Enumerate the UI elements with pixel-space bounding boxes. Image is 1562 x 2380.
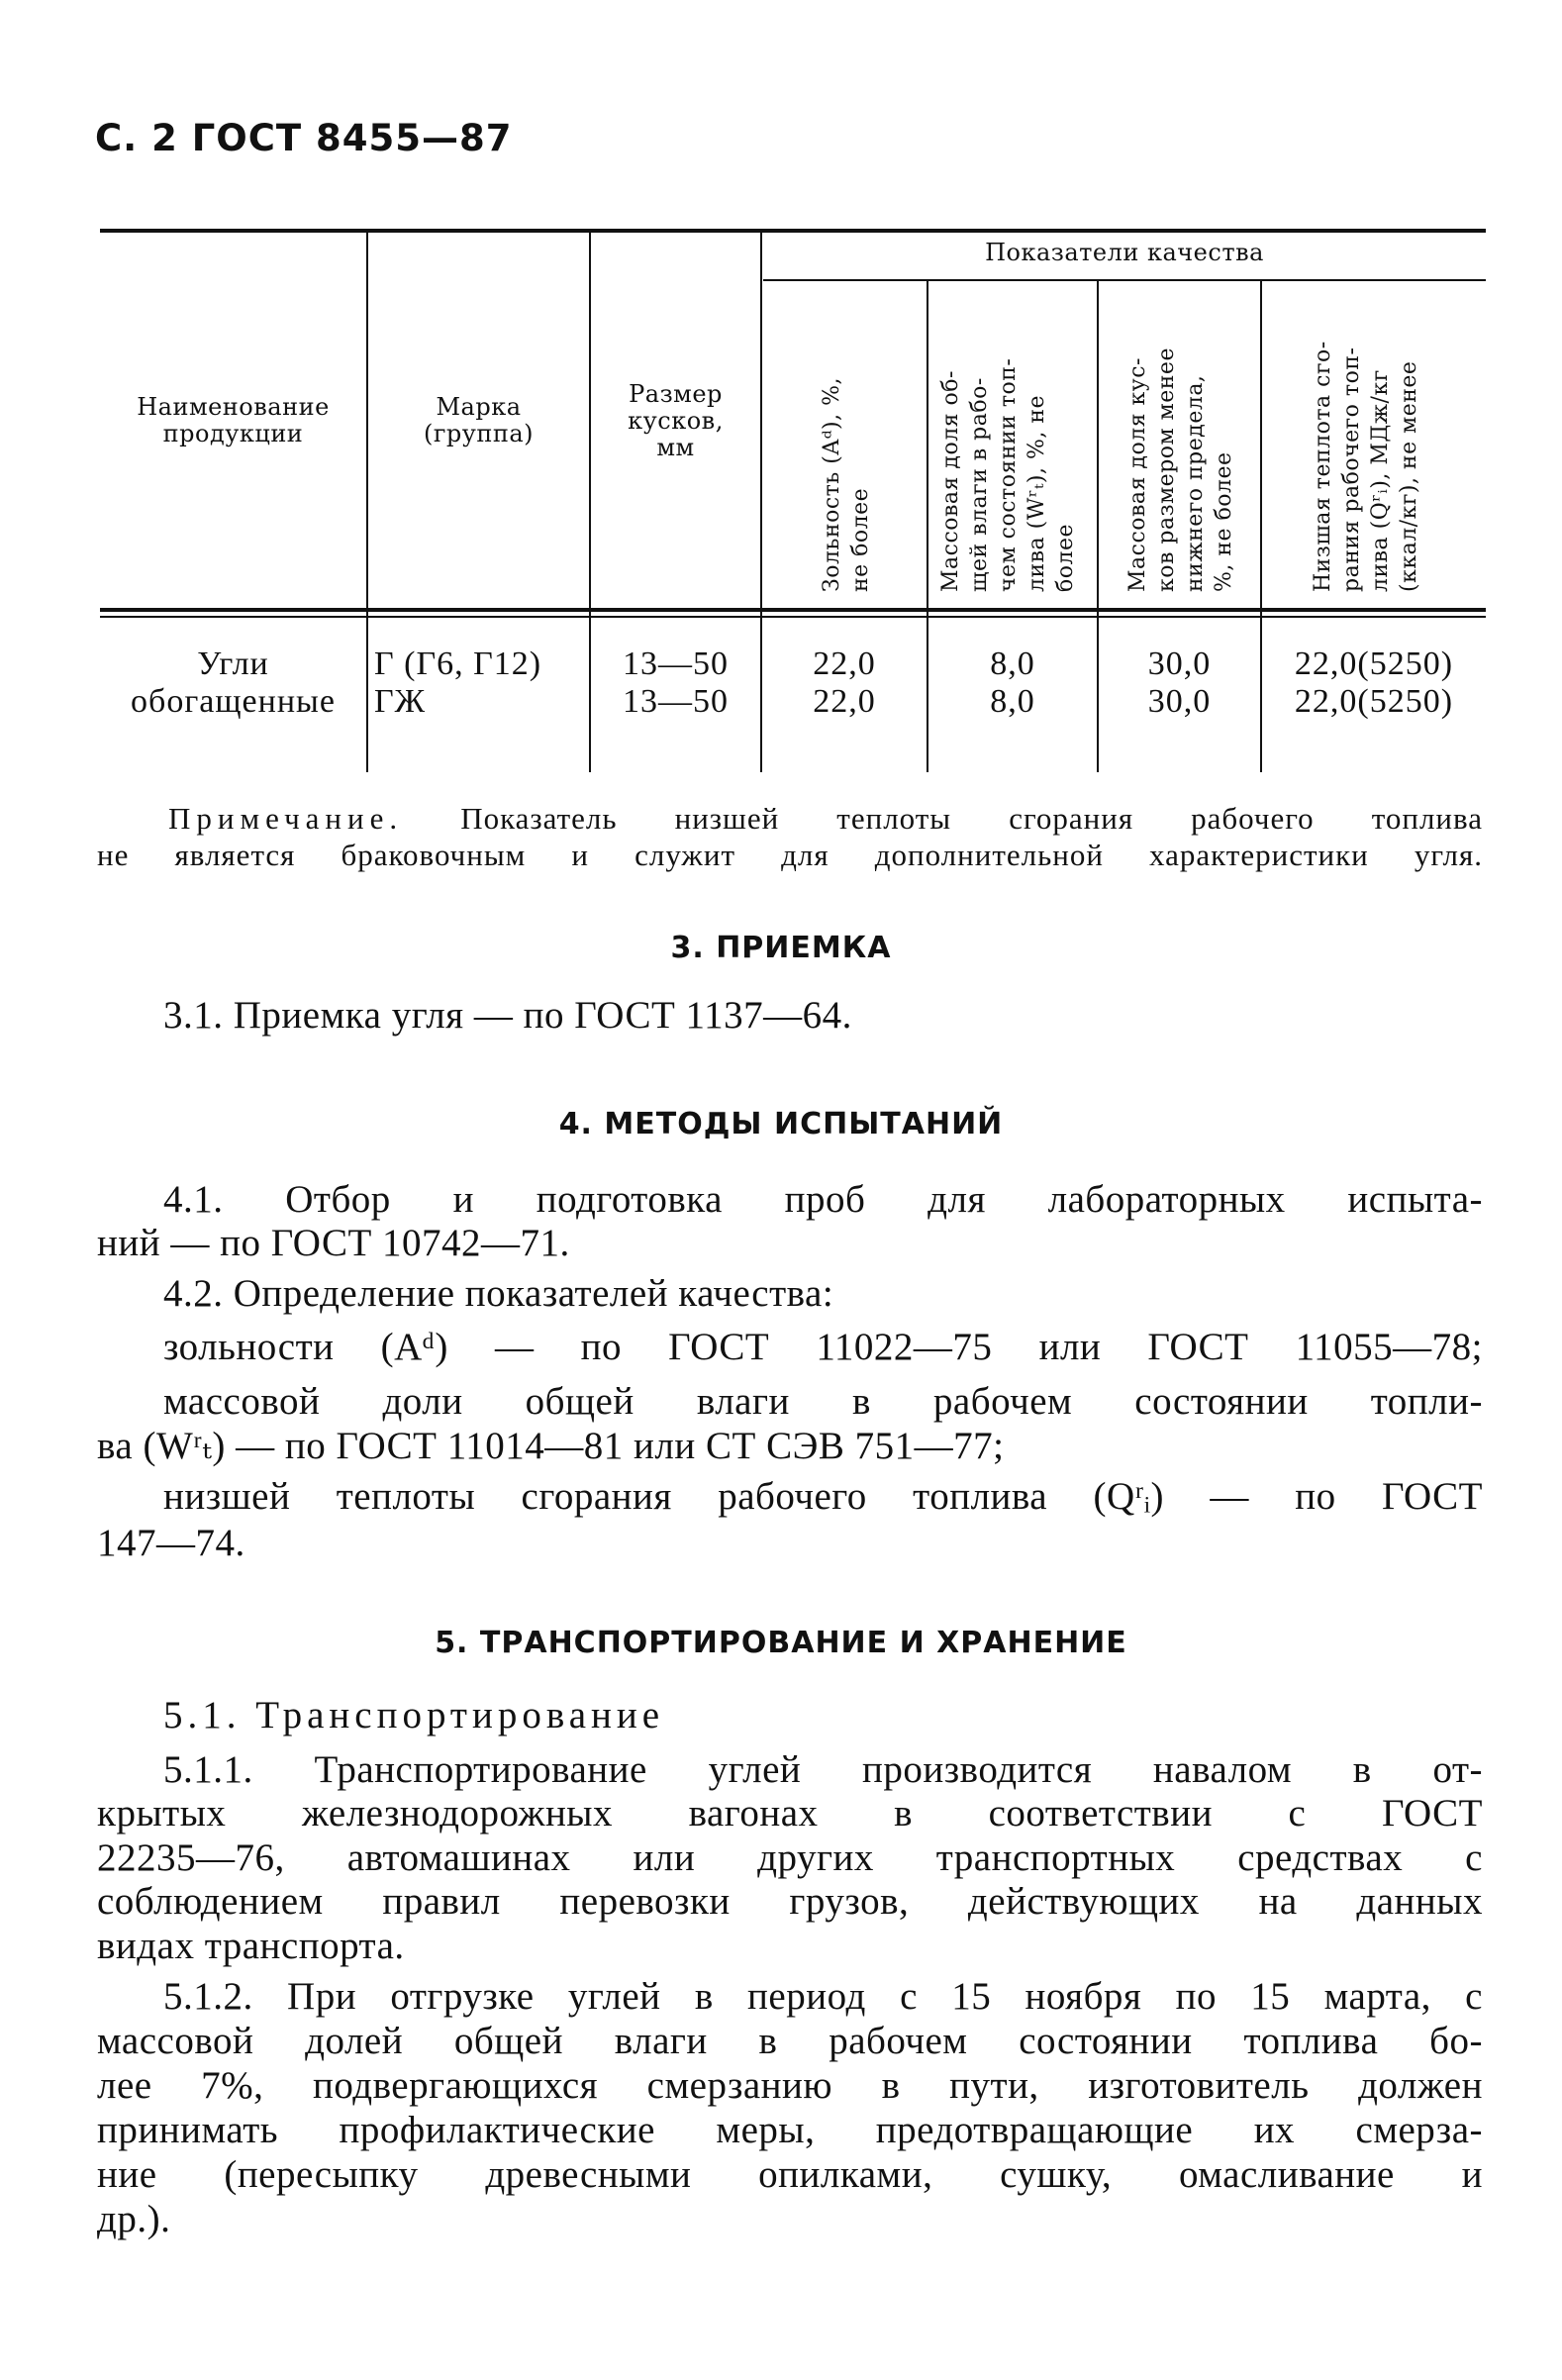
paragraph-4-1-line-1: 4.1. Отбор и подготовка проб для лабораторных испыта- xyxy=(163,1178,1483,1221)
group-header-rule xyxy=(763,279,1486,281)
heat-cell: 22,0(5250) 22,0(5250) xyxy=(1294,645,1454,720)
size-cell: 13—50 13—50 xyxy=(623,645,729,720)
paragraph-5-1-1-line-4: соблюдением правил перевозки грузов, действующих на данных xyxy=(97,1880,1483,1923)
paragraph-4-1-line-2: ний — по ГОСТ 10742—71. xyxy=(97,1222,570,1264)
note-line-1 xyxy=(168,800,1483,837)
paragraph-ash: зольности (Aᵈ) — по ГОСТ 11022—75 или ГОСТ 11055—78; xyxy=(163,1326,1483,1368)
col-header-size: Размер кусков, мм xyxy=(628,380,724,461)
col-header-fines: Массовая доля кус- ков размером менее нижнего предела, %, не более xyxy=(1125,347,1236,592)
paragraph-5-1-1-line-2: крытых железнодорожных вагонах в соответствии с ГОСТ xyxy=(97,1792,1483,1835)
fines-cell: 30,0 30,0 xyxy=(1147,645,1212,720)
note-label: Примечание. xyxy=(168,801,404,836)
section-4-title: 4. МЕТОДЫ ИСПЫТАНИЙ xyxy=(558,1107,1004,1141)
col-header-ash: Зольность (Aᵈ), %, не более xyxy=(820,376,873,592)
paragraph-5-1-2-line-4: принимать профилактические меры, предотвращающие их смерза- xyxy=(97,2109,1483,2151)
section-3-paragraph: 3.1. Приемка угля — по ГОСТ 1137—64. xyxy=(163,994,852,1037)
paragraph-5-1-1-line-1: 5.1.1. Транспортирование углей производится навалом в от- xyxy=(163,1748,1483,1791)
paragraph-5-1-1-line-3: 22235—76, автомашинах или других транспортных средствах с xyxy=(97,1836,1483,1879)
col-header-brand: Марка (группа) xyxy=(423,393,535,447)
paragraph-5-1-2-line-3: лее 7%, подвергающихся смерзанию в пути, изготовитель должен xyxy=(97,2064,1483,2107)
col-header-moisture: Массовая доля об- щей влаги в рабо- чем состоянии топ- лива (Wʳₜ), %, не более xyxy=(938,357,1078,592)
paragraph-heat-line-2: 147—74. xyxy=(97,1522,245,1564)
quality-table xyxy=(0,0,1562,792)
note-text-1: Показатель низшей теплоты сгорания рабочего топлива xyxy=(460,801,1484,836)
note-line-2: не является браковочным и служит для дополнительной характеристики угля. xyxy=(97,838,1483,872)
paragraph-5-1-2-line-5: ние (пересыпку древесными опилками, сушку, омасливание и xyxy=(97,2153,1483,2196)
table-top-rule xyxy=(100,229,1486,233)
brand-cell: Г (Г6, Г12) ГЖ xyxy=(374,645,542,720)
paragraph-5-1-2-line-2: массовой долей общей влаги в рабочем состоянии топлива бо- xyxy=(97,2020,1483,2062)
paragraph-5-1-2-line-1: 5.1.2. При отгрузке углей в период с 15 ноября по 15 марта, с xyxy=(163,1975,1483,2018)
paragraph-5-1-1-line-5: видах транспорта. xyxy=(97,1925,405,1967)
col-divider xyxy=(366,233,368,772)
section-5-title: 5. ТРАНСПОРТИРОВАНИЕ И ХРАНЕНИЕ xyxy=(435,1626,1127,1660)
col-header-name: Наименование продукции xyxy=(137,393,330,447)
ash-cell: 22,0 22,0 xyxy=(813,645,876,720)
col-header-heat: Низшая теплота сго- рания рабочего топ- лива (Qʳᵢ), МДж/кг (ккал/кг), не менее xyxy=(1311,341,1421,592)
subsection-5-1: 5.1. Транспортирование xyxy=(163,1694,665,1736)
header-bottom-rule-2 xyxy=(100,616,1486,618)
section-3-title: 3. ПРИЕМКА xyxy=(670,931,892,965)
header-bottom-rule xyxy=(100,608,1486,612)
paragraph-5-1-2-line-6: др.). xyxy=(97,2198,171,2240)
paragraph-moisture-line-2: ва (Wʳₜ) — по ГОСТ 11014—81 или СТ СЭВ 751—77; xyxy=(97,1425,1005,1467)
page-header: С. 2 ГОСТ 8455—87 xyxy=(95,117,513,159)
paragraph-heat-line-1: низшей теплоты сгорания рабочего топлива (Qʳᵢ) — по ГОСТ xyxy=(163,1475,1483,1518)
product-name: Угли обогащенные xyxy=(131,645,336,720)
group-header: Показатели качества xyxy=(985,239,1264,266)
paragraph-moisture-line-1: массовой доли общей влаги в рабочем состоянии топли- xyxy=(163,1380,1483,1423)
paragraph-4-2: 4.2. Определение показателей качества: xyxy=(163,1272,834,1315)
moisture-cell: 8,0 8,0 xyxy=(990,645,1035,720)
